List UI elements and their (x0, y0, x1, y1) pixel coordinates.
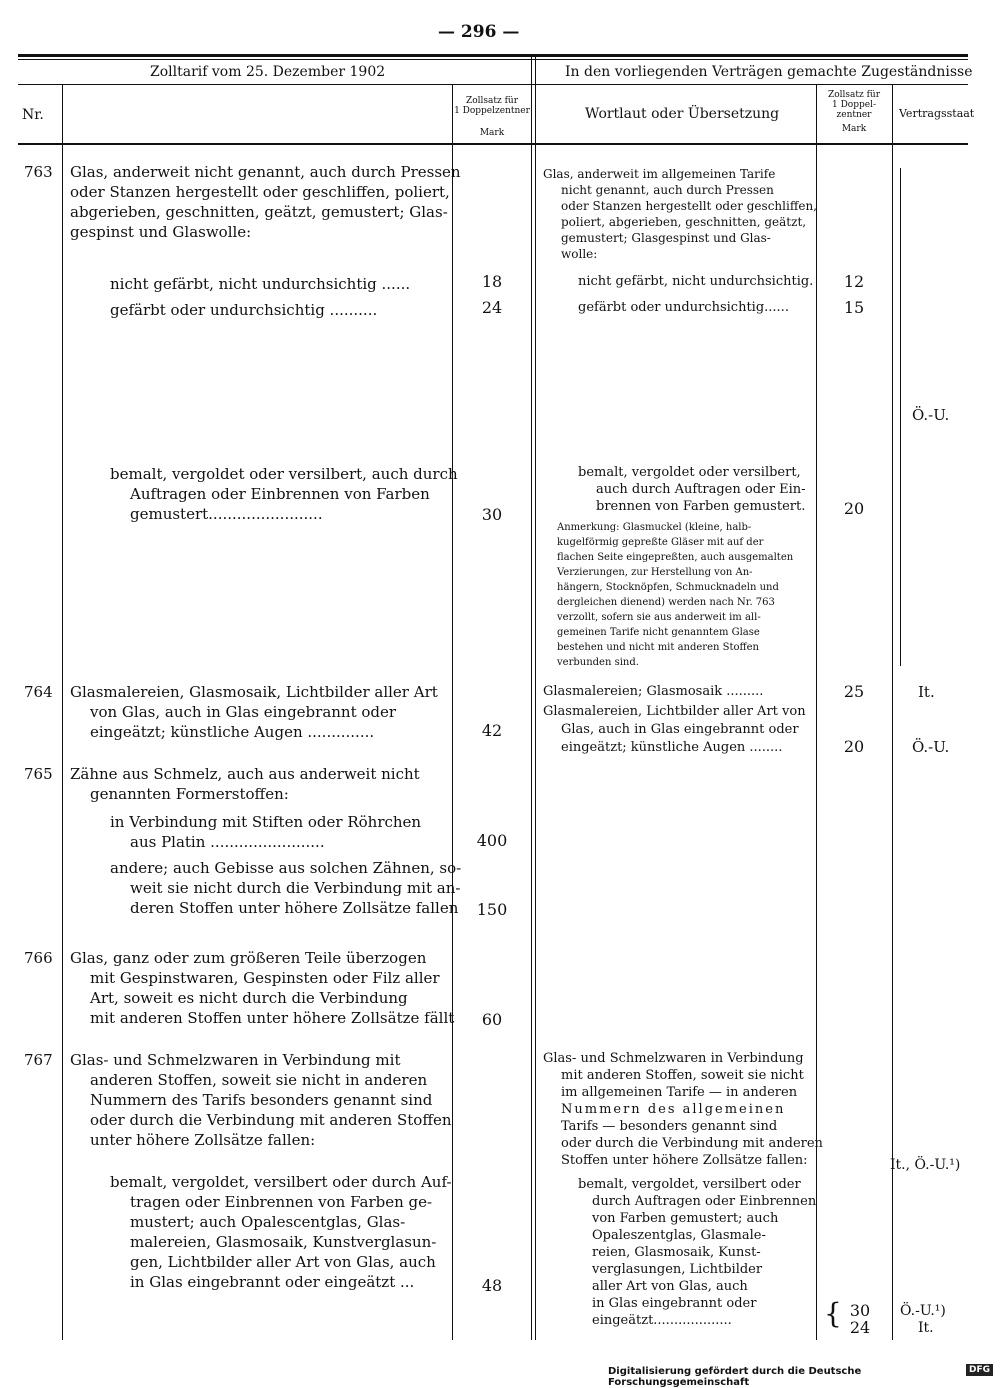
rate-right-line-3: zentner (836, 110, 872, 120)
text-line: von Farben gemustert; auch (592, 1211, 779, 1226)
concession-rate-763a: 12 (843, 272, 865, 291)
wording-763a: nicht gefärbt, nicht undurchsichtig. (578, 274, 814, 289)
text-line: in Glas eingebrannt oder (592, 1296, 757, 1311)
col-divider-nr (62, 85, 63, 1340)
text-line: im allgemeinen Tarife — in anderen (561, 1085, 798, 1100)
entry-764-description (70, 682, 438, 742)
col-divider-rate-left (452, 85, 453, 1340)
page-number: — 296 — (438, 22, 520, 42)
text-line: poliert, abgerieben, geschnitten, geätzt, (561, 215, 807, 229)
text-line: mustert; auch Opalescentglas, Glas- (130, 1213, 406, 1231)
rate-766: 60 (481, 1010, 503, 1029)
text-line: gemustert; Glasgespinst und Glas- (561, 231, 771, 245)
text-line: gemustert........................ (130, 505, 323, 523)
rate-763b: 24 (481, 298, 503, 317)
text-line: mit anderen Stoffen, soweit sie nicht (561, 1068, 804, 1083)
wording-767 (543, 1050, 823, 1169)
text-line: Auftragen oder Einbrennen von Farben (130, 485, 430, 503)
col-divider-state (892, 85, 893, 1340)
wording-763 (543, 166, 817, 262)
state-767a-1: Ö.-U.¹) (900, 1303, 946, 1319)
col-divider-middle-b (535, 56, 536, 1340)
text-line: Art, soweit es nicht durch die Verbindung (90, 989, 408, 1007)
concession-rate-764a: 25 (843, 682, 865, 701)
concession-rate-764b: 20 (843, 737, 865, 756)
text-line: nicht genannt, auch durch Pressen (561, 183, 774, 197)
entry-767-description (70, 1050, 452, 1150)
text-line: bemalt, vergoldet oder versilbert, (578, 465, 801, 480)
text-line: bemalt, vergoldet, versilbert oder (578, 1177, 801, 1192)
entry-767a-description (110, 1172, 452, 1292)
text-line: deren Stoffen unter höhere Zollsätze fallen (130, 899, 459, 917)
entry-763a-description: nicht gefärbt, nicht undurchsichtig ...... (110, 275, 411, 293)
text-line: bemalt, vergoldet, versilbert oder durch Auf- (110, 1173, 452, 1191)
wording-764a: Glasmalereien; Glasmosaik ......... (543, 684, 764, 699)
text-line: Glas, anderweit nicht genannt, auch durch Pressen (70, 163, 461, 181)
text-line: auch durch Auftragen oder Ein- (596, 482, 806, 497)
text-line: anderen Stoffen, soweit sie nicht in anderen (90, 1071, 428, 1089)
text-line: verbunden sind. (557, 657, 639, 668)
top-rule-thin (18, 59, 968, 60)
text-line: Nummern des Tarifs besonders genannt sind (90, 1091, 433, 1109)
col-header-state: Vertragsstaat (899, 107, 975, 120)
wording-763b: gefärbt oder undurchsichtig...... (578, 300, 789, 315)
rate-763a: 18 (481, 272, 503, 291)
text-line: eingeätzt; künstliche Augen ........ (561, 740, 783, 755)
dfg-logo: DFG (966, 1364, 993, 1376)
text-line: in Verbindung mit Stiften oder Röhrchen (110, 813, 422, 831)
entry-765a-description (110, 812, 421, 852)
text-line: abgerieben, geschnitten, geätzt, gemustert; Glas- (70, 203, 448, 221)
entry-763-description (70, 162, 461, 242)
col-header-rate-left (454, 96, 530, 138)
text-line: flachen Seite eingepreßten, auch ausgemalten (557, 552, 794, 563)
text-line: Glas- und Schmelzwaren in Verbindung (543, 1051, 804, 1066)
entry-765-description (70, 764, 420, 804)
text-line: Glas, auch in Glas eingebrannt oder (561, 722, 799, 737)
header-bottom-rule (18, 143, 968, 145)
concession-rate-767a-1: 30 (849, 1301, 871, 1320)
text-line: hängern, Stocknöpfen, Schmucknadeln und (557, 582, 779, 593)
bracket-763 (900, 168, 901, 666)
text-line: Glasmalereien, Lichtbilder aller Art von (543, 704, 806, 719)
entry-765b-description (110, 858, 461, 918)
text-line: aus Platin ........................ (130, 833, 325, 851)
entry-number-766: 766 (24, 949, 53, 967)
right-table-title: In den vorliegenden Verträgen gemachte Zugeständnisse (565, 64, 973, 80)
text-line: brennen von Farben gemustert. (596, 499, 806, 514)
rate-left-line-1: Zollsatz für (465, 96, 519, 106)
text-line: andere; auch Gebisse aus solchen Zähnen, so- (110, 859, 462, 877)
text-line: dergleichen dienend) werden nach Nr. 763 (557, 597, 775, 608)
entry-number-767: 767 (24, 1051, 53, 1069)
text-line: eingeätzt; künstliche Augen .............. (90, 723, 375, 741)
left-table-title: Zolltarif vom 25. Dezember 1902 (150, 64, 386, 80)
top-double-rule (18, 54, 968, 57)
text-line: gespinst und Glaswolle: (70, 223, 252, 241)
text-line: tragen oder Einbrennen von Farben ge- (130, 1193, 433, 1211)
footer-credit: Digitalisierung gefördert durch die Deutsche Forschungsgemeinschaft (608, 1366, 862, 1388)
text-line: Verzierungen, zur Herstellung von An- (557, 567, 753, 578)
note-763 (557, 520, 793, 670)
text-line: durch Auftragen oder Einbrennen (592, 1194, 817, 1209)
wording-764b (543, 703, 806, 757)
rate-763c: 30 (481, 505, 503, 524)
col-divider-middle-a (531, 56, 532, 1340)
state-767: It., Ö.-U.¹) (890, 1157, 961, 1173)
rate-right-line-1: Zollsatz für (827, 90, 881, 100)
text-line: weit sie nicht durch die Verbindung mit an- (130, 879, 461, 897)
text-line: oder durch die Verbindung mit anderen (561, 1136, 823, 1151)
text-line: genannten Formerstoffen: (90, 785, 289, 803)
text-line: Glas, ganz oder zum größeren Teile überzogen (70, 949, 427, 967)
text-line: verglasungen, Lichtbilder (592, 1262, 763, 1277)
text-line: Opaleszentglas, Glasmale- (592, 1228, 766, 1243)
text-line: gen, Lichtbilder aller Art von Glas, auch (130, 1253, 436, 1271)
rate-right-line-2: 1 Doppel- (832, 100, 876, 110)
text-line: Glas, anderweit im allgemeinen Tarife (543, 167, 776, 181)
text-line: eingeätzt................... (592, 1313, 732, 1328)
entry-763c-description (110, 464, 458, 524)
state-764a: It. (918, 683, 935, 701)
entry-766-description (70, 948, 454, 1028)
state-767a-2: It. (918, 1320, 934, 1336)
text-line: Anmerkung: Glasmuckel (kleine, halb- (557, 522, 752, 533)
text-line: malereien, Glasmosaik, Kunstverglasun- (130, 1233, 437, 1251)
text-line: Glasmalereien, Glasmosaik, Lichtbilder aller Art (70, 683, 438, 701)
rate-765a: 400 (476, 831, 508, 850)
text-line: oder Stanzen hergestellt oder geschliffen, (561, 199, 817, 213)
text-line: aller Art von Glas, auch (592, 1279, 748, 1294)
entry-763b-description: gefärbt oder undurchsichtig .......... (110, 301, 378, 319)
text-line: reien, Glasmosaik, Kunst- (592, 1245, 761, 1260)
text-line: in Glas eingebrannt oder eingeätzt ... (130, 1273, 415, 1291)
rate-765b: 150 (476, 900, 508, 919)
entry-number-764: 764 (24, 683, 53, 701)
col-header-wording: Wortlaut oder Übersetzung (585, 106, 780, 122)
text-line: bestehen und nicht mit anderen Stoffen (557, 642, 759, 653)
text-line: von Glas, auch in Glas eingebrannt oder (90, 703, 397, 721)
text-line: verzollt, sofern sie aus anderweit im all- (557, 612, 761, 623)
text-line: gemeinen Tarife nicht genanntem Glase (557, 627, 760, 638)
rate-left-line-3: Mark (479, 128, 505, 138)
concession-rate-763b: 15 (843, 298, 865, 317)
state-764b: Ö.-U. (912, 738, 950, 756)
brace-767a: { (824, 1297, 842, 1330)
rate-left-line-2: 1 Doppelzentner (454, 106, 530, 116)
text-line: Glas- und Schmelzwaren in Verbindung mit (70, 1051, 401, 1069)
text-line: oder Stanzen hergestellt oder geschliffen, poliert, (70, 183, 450, 201)
text-line: oder durch die Verbindung mit anderen Stoffen (90, 1111, 452, 1129)
text-line: Nummern des allgemeinen (561, 1102, 786, 1117)
text-line: Zähne aus Schmelz, auch aus anderweit nicht (70, 765, 420, 783)
entry-number-765: 765 (24, 765, 53, 783)
wording-763c (578, 464, 806, 515)
text-line: unter höhere Zollsätze fallen: (90, 1131, 316, 1149)
col-header-nr: Nr. (22, 107, 44, 123)
text-line: mit Gespinstwaren, Gespinsten oder Filz aller (90, 969, 440, 987)
wording-767a (578, 1176, 816, 1329)
text-line: mit anderen Stoffen unter höhere Zollsätze fällt (90, 1009, 455, 1027)
text-line: Stoffen unter höhere Zollsätze fallen: (561, 1153, 808, 1168)
text-line: Tarifs — besonders genannt sind (561, 1119, 778, 1134)
state-763: Ö.-U. (912, 406, 950, 424)
rate-767a: 48 (481, 1276, 503, 1295)
col-header-rate-right (818, 90, 890, 134)
entry-number-763: 763 (24, 163, 53, 181)
concession-rate-767a-2: 24 (849, 1318, 871, 1337)
concession-rate-763c: 20 (843, 499, 865, 518)
text-line: bemalt, vergoldet oder versilbert, auch durch (110, 465, 458, 483)
rate-764: 42 (481, 721, 503, 740)
rate-right-line-4: Mark (841, 124, 867, 134)
text-line: kugelförmig gepreßte Gläser mit auf der (557, 537, 764, 548)
text-line: wolle: (561, 247, 598, 261)
header-sub-rule (18, 84, 968, 85)
